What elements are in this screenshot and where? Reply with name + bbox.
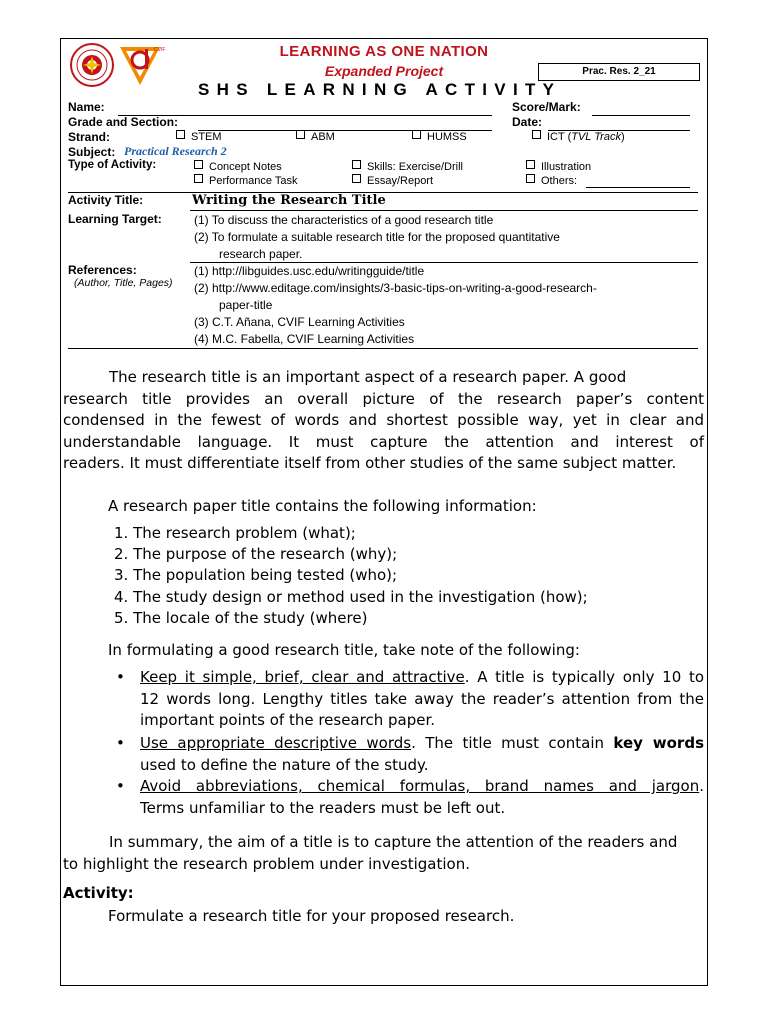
activity-title-underline	[190, 210, 698, 211]
activity-title: Writing the Research Title	[192, 193, 386, 208]
checkbox-icon	[352, 174, 361, 183]
project-subtitle: Expanded Project	[324, 63, 444, 79]
target-underline	[190, 262, 698, 263]
bullet-1-line-3: important points of the research paper.	[140, 711, 436, 729]
summary-line-1: In summary, the aim of a title is to capture the attention of the readers and	[109, 833, 678, 851]
checkbox-icon	[526, 160, 535, 169]
reference-4: (4) M.C. Fabella, CVIF Learning Activities	[194, 332, 415, 346]
contains-item-5: 5. The locale of the study (where)	[114, 609, 368, 627]
type-skills[interactable]: Skills: Exercise/Drill	[352, 160, 463, 173]
intro-line-1: The research title is an important aspect of a research paper. A good	[109, 368, 627, 386]
checkbox-icon	[412, 130, 421, 139]
page-title: SHS LEARNING ACTIVITY	[198, 80, 562, 99]
checkbox-icon	[296, 130, 305, 139]
target-2: (2) To formulate a suitable research title for the proposed quantitative	[194, 230, 560, 244]
intro-line-5: readers. It must differentiate itself from other studies of the same subject matter.	[63, 454, 677, 472]
checkbox-icon	[194, 160, 203, 169]
type-others[interactable]: Others:	[526, 174, 577, 187]
reference-2[interactable]: (2) http://www.editage.com/insights/3-basic-tips-on-writing-a-good-research-	[194, 281, 597, 295]
strand-abm[interactable]: ABM	[296, 130, 335, 143]
reference-1[interactable]: (1) http://libguides.usc.edu/writingguide/title	[194, 264, 425, 278]
contains-item-3: 3. The population being tested (who);	[114, 566, 398, 584]
contains-intro: A research paper title contains the following information:	[108, 497, 537, 515]
name-label: Name:	[68, 100, 105, 114]
activity-label: Activity:	[63, 884, 134, 902]
bullet-icon: •	[116, 734, 125, 752]
divider	[68, 348, 698, 349]
score-label: Score/Mark:	[512, 100, 581, 114]
strand-stem[interactable]: STEM	[176, 130, 222, 143]
bullet-2-line-1: Use appropriate descriptive words. The title must contain key words	[140, 734, 704, 752]
learning-target-label: Learning Target:	[68, 212, 162, 226]
strand-humss[interactable]: HUMSS	[412, 130, 467, 143]
target-2-cont: research paper.	[219, 247, 303, 261]
bullet-1-line-2: 12 words long. Lengthy titles take away the reader’s attention from the	[140, 689, 704, 708]
bullet-3-line-1: Avoid abbreviations, chemical formulas, brand names and jargon.	[140, 777, 704, 795]
type-essay-report[interactable]: Essay/Report	[352, 174, 433, 187]
strand-ict[interactable]: ICT (TVL Track)	[532, 130, 625, 143]
bullet-2-line-2: used to define the nature of the study.	[140, 755, 429, 774]
bullet-1-line-1: Keep it simple, brief, clear and attractive. A title is typically only 10 to	[140, 668, 705, 686]
checkbox-icon	[194, 174, 203, 183]
type-concept-notes[interactable]: Concept Notes	[194, 160, 282, 173]
contains-item-2: 2. The purpose of the research (why);	[114, 545, 398, 563]
intro-line-4: understandable language. It must capture the attention and interest of	[63, 432, 704, 451]
org-heading: LEARNING AS ONE NATION	[279, 43, 489, 60]
contains-item-1: 1. The research problem (what);	[114, 524, 356, 542]
reference-3: (3) C.T. Añana, CVIF Learning Activities	[194, 315, 405, 329]
checkbox-icon	[176, 130, 185, 139]
cvif-logo-text: CVIF	[154, 47, 166, 53]
note-intro: In formulating a good research title, take note of the following:	[108, 641, 580, 659]
type-performance-task[interactable]: Performance Task	[194, 174, 297, 187]
others-field[interactable]	[586, 187, 690, 188]
references-sub: (Author, Title, Pages)	[74, 277, 173, 289]
type-illustration[interactable]: Illustration	[526, 160, 591, 173]
course-code-box: Prac. Res. 2_21	[538, 63, 700, 81]
score-field[interactable]	[592, 115, 690, 116]
reference-2-cont[interactable]: paper-title	[219, 298, 273, 312]
target-1: (1) To discuss the characteristics of a good research title	[194, 213, 494, 227]
bullet-3-line-2: Terms unfamiliar to the readers must be left out.	[140, 798, 506, 817]
checkbox-icon	[532, 130, 541, 139]
activity-text: Formulate a research title for your proposed research.	[108, 907, 515, 925]
grade-label: Grade and Section:	[68, 115, 179, 129]
bullet-icon: •	[116, 777, 125, 795]
checkbox-icon	[526, 174, 535, 183]
strand-label: Strand:	[68, 130, 110, 144]
checkbox-icon	[352, 160, 361, 169]
date-label: Date:	[512, 115, 543, 129]
references-label: References:	[68, 263, 137, 277]
intro-line-2: research title provides an overall picture of the research paper’s content	[63, 389, 704, 408]
subject-label: Subject:	[68, 145, 116, 159]
contains-item-4: 4. The study design or method used in the investigation (how);	[114, 588, 588, 606]
activity-title-label: Activity Title:	[68, 193, 144, 207]
intro-line-3: condensed in the fewest of words and shortest possible way, yet in clear and	[63, 411, 704, 429]
bullet-icon: •	[116, 668, 125, 686]
activity-type-label: Type of Activity:	[68, 159, 157, 171]
summary-line-2: to highlight the research problem under investigation.	[63, 854, 470, 873]
subject-value: Practical Research 2	[124, 144, 227, 158]
